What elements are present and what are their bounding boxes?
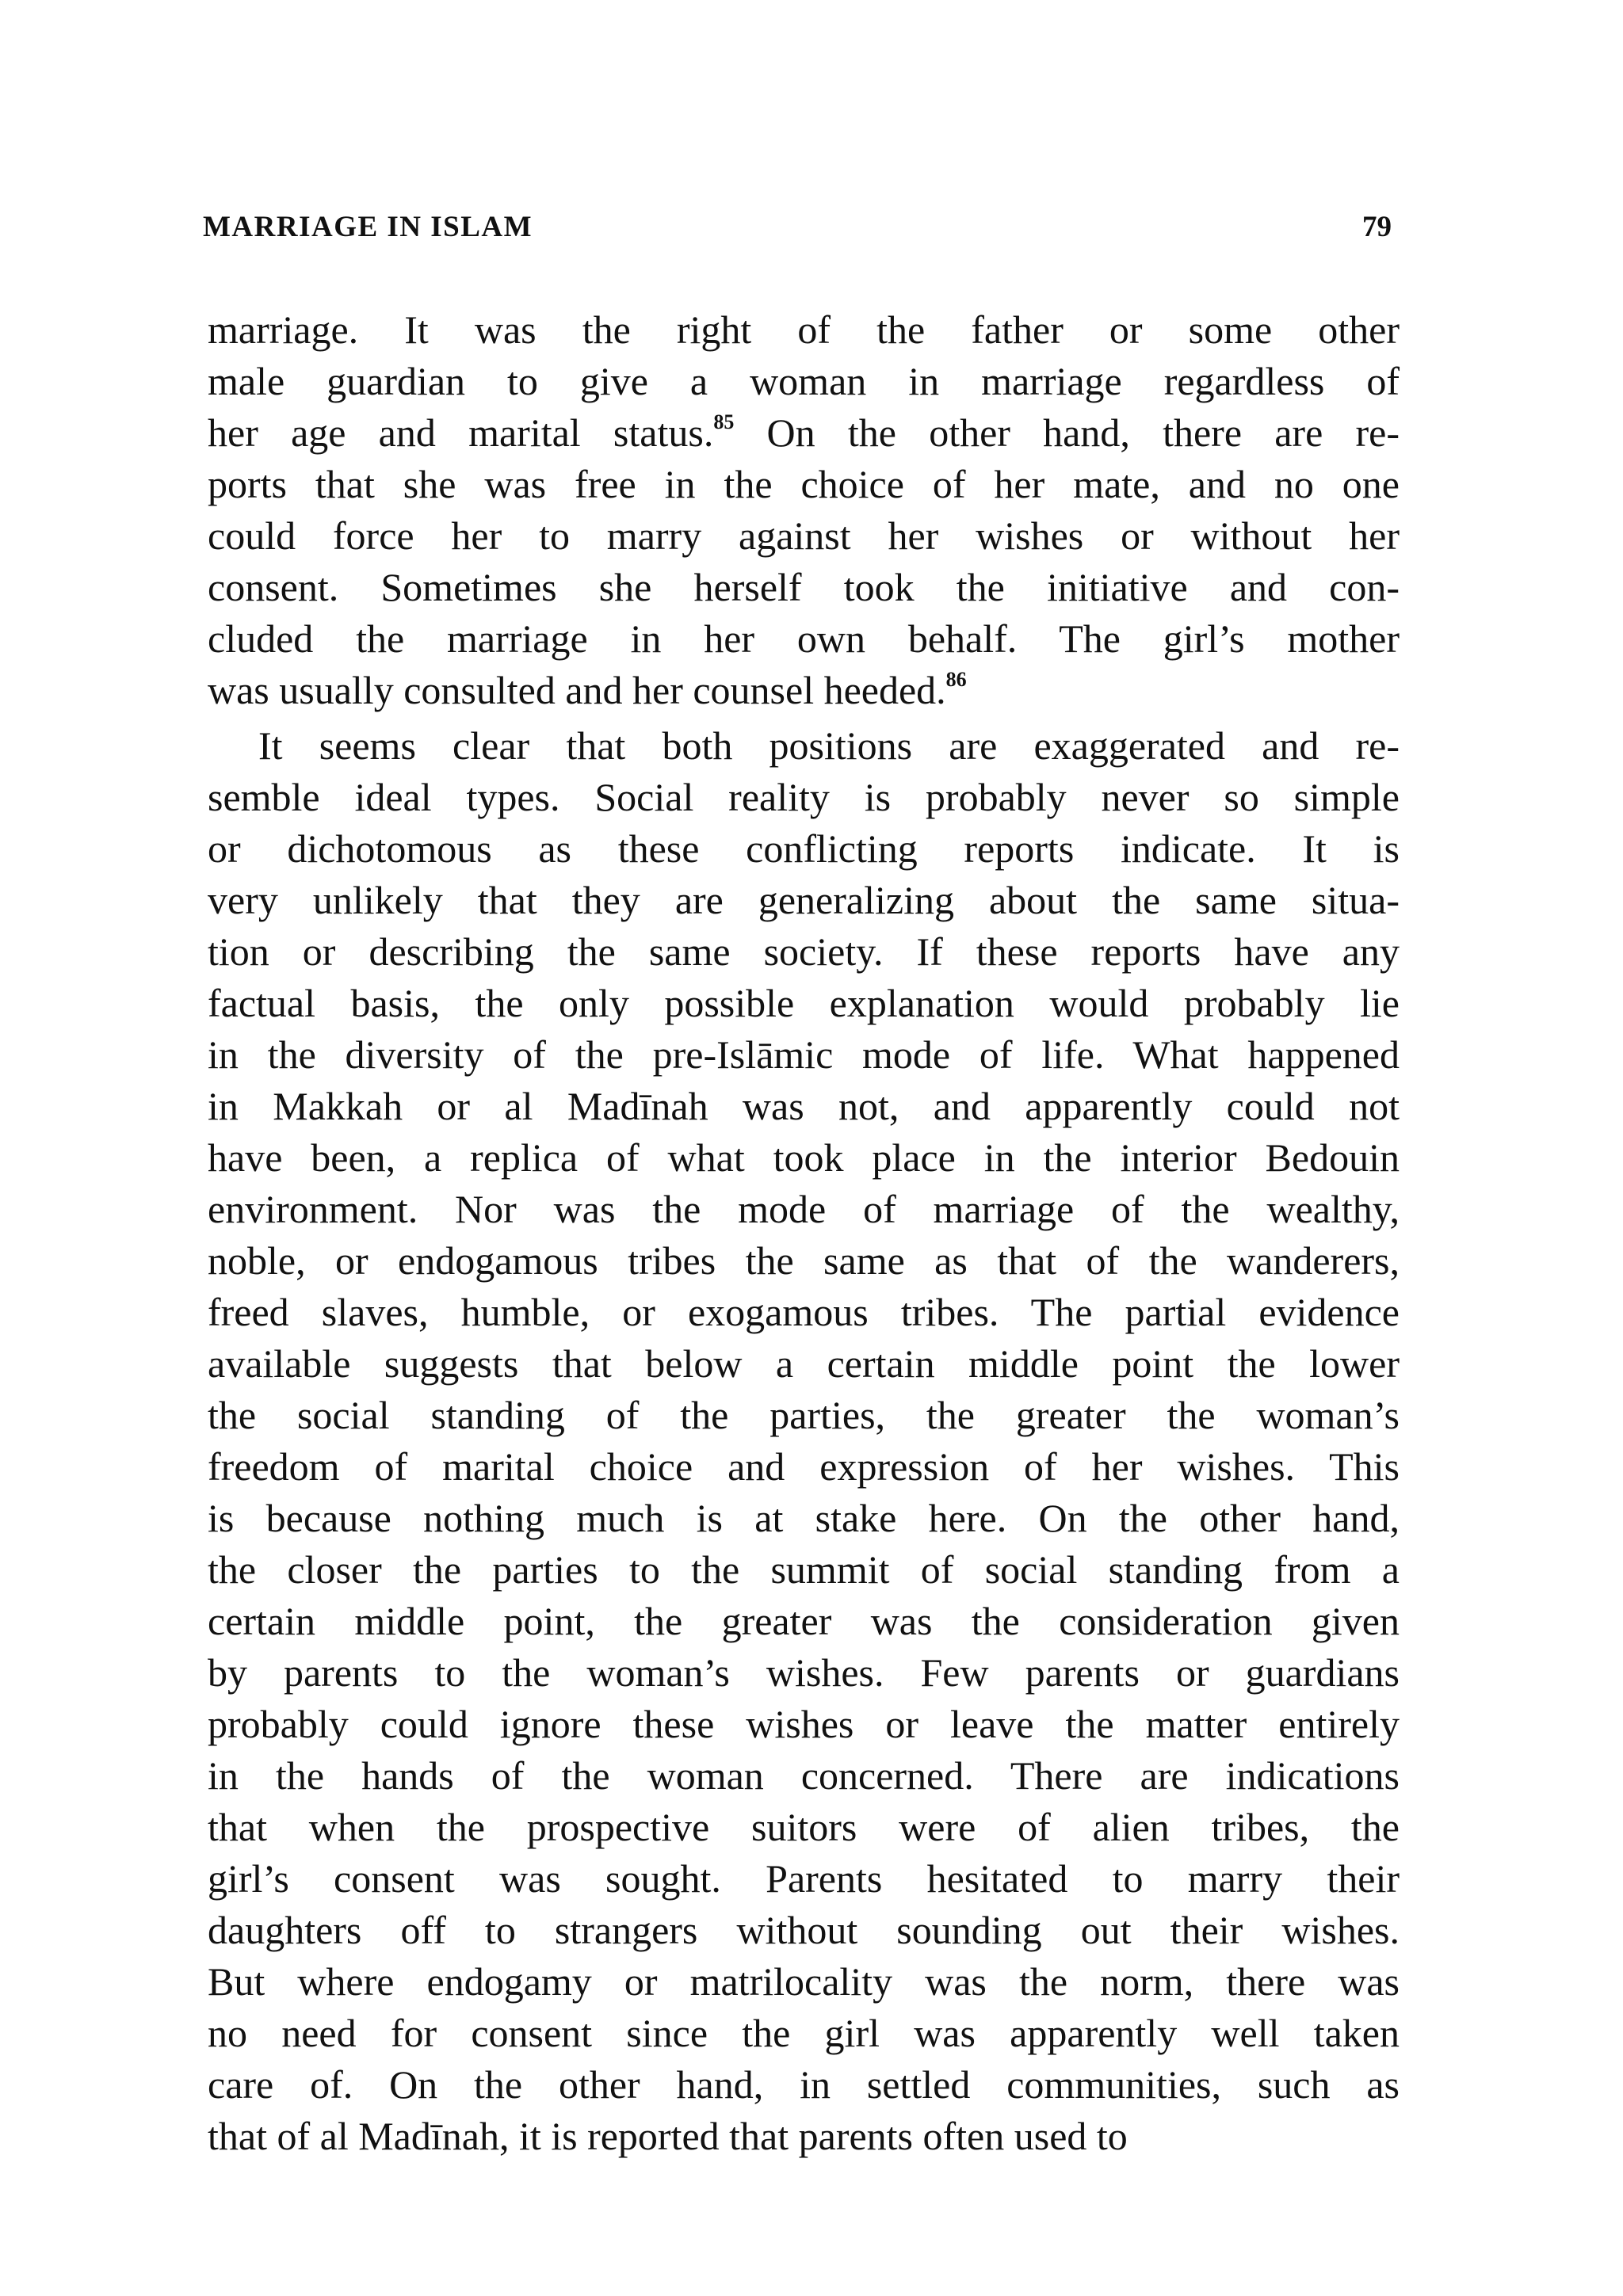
text-line	[208, 1235, 1400, 1287]
text-line	[208, 926, 1400, 978]
text-line	[208, 1905, 1400, 1956]
text-line	[208, 510, 1400, 562]
line-text: tion or describing the same society. If these reports have any	[208, 929, 1400, 974]
line-text: no need for consent since the girl was apparently well taken	[208, 2011, 1400, 2055]
text-line	[208, 2111, 1400, 2162]
line-text: environment. Nor was the mode of marriage of the wealthy,	[208, 1187, 1400, 1231]
line-text: that when the prospective suitors were of alien tribes, the	[208, 1805, 1400, 1849]
line-text: her age and marital status.	[208, 410, 714, 455]
line-text: very unlikely that they are generalizing about the same situa-	[208, 878, 1400, 922]
line-text: available suggests that below a certain middle point the lower	[208, 1341, 1400, 1386]
text-line	[208, 407, 1400, 459]
paragraph	[208, 720, 1400, 2162]
line-text: freedom of marital choice and expression of her wishes. This	[208, 1444, 1400, 1489]
text-line	[208, 1596, 1400, 1647]
line-text: the social standing of the parties, the greater the woman’s	[208, 1393, 1400, 1437]
line-text: or dichotomous as these conflicting reports indicate. It is	[208, 826, 1400, 871]
text-line	[208, 1184, 1400, 1235]
text-line	[208, 1493, 1400, 1544]
running-title: MARRIAGE IN ISLAM	[203, 211, 533, 243]
line-text: have been, a replica of what took place in the interior Bedouin	[208, 1135, 1400, 1180]
text-line	[208, 875, 1400, 926]
line-text: that of al Madīnah, it is reported that parents often used to	[208, 2114, 1128, 2158]
text-line	[208, 978, 1400, 1029]
line-text: certain middle point, the greater was the consideration given	[208, 1599, 1400, 1643]
text-line	[208, 356, 1400, 407]
line-text: in the hands of the woman concerned. There are indications	[208, 1753, 1400, 1798]
line-text: But where endogamy or matrilocality was the norm, there was	[208, 1959, 1400, 2004]
line-text: freed slaves, humble, or exogamous tribes. The partial evidence	[208, 1290, 1400, 1334]
page-number: 79	[1362, 211, 1392, 243]
line-text: care of. On the other hand, in settled communities, such as	[208, 2062, 1400, 2107]
line-text: marriage. It was the right of the father or some other	[208, 307, 1400, 352]
running-head	[203, 208, 1392, 247]
line-text: probably could ignore these wishes or leave the matter entirely	[208, 1702, 1400, 1746]
text-line	[208, 772, 1400, 823]
line-text: in Makkah or al Madīnah was not, and apparently could not	[208, 1084, 1400, 1128]
line-text: in the diversity of the pre-Islāmic mode of life. What happened	[208, 1032, 1400, 1077]
line-text: male guardian to give a woman in marriage regardless of	[208, 359, 1400, 403]
line-text: It seems clear that both positions are exaggerated and re-	[258, 723, 1400, 768]
text-line	[208, 304, 1400, 356]
line-text: girl’s consent was sought. Parents hesitated to marry their	[208, 1856, 1400, 1901]
line-text: semble ideal types. Social reality is probably never so simple	[208, 775, 1400, 819]
line-text-continued: On the other hand, there are re-	[734, 410, 1400, 455]
text-line	[208, 1699, 1400, 1750]
text-line	[208, 823, 1400, 875]
line-text: by parents to the woman’s wishes. Few parents or guardians	[208, 1650, 1400, 1695]
line-text: was usually consulted and her counsel heeded.	[208, 668, 946, 712]
text-line	[208, 1544, 1400, 1596]
body-text	[208, 304, 1400, 2162]
text-line	[208, 562, 1400, 613]
text-line	[208, 1287, 1400, 1338]
text-line	[208, 459, 1400, 510]
text-line	[208, 1647, 1400, 1699]
line-text: factual basis, the only possible explanation would probably lie	[208, 981, 1400, 1025]
text-line	[208, 1081, 1400, 1132]
text-line	[208, 1338, 1400, 1390]
line-text: is because nothing much is at stake here. On the other hand,	[208, 1496, 1400, 1540]
text-line	[208, 1029, 1400, 1081]
text-line	[208, 1441, 1400, 1493]
text-line	[208, 1132, 1400, 1184]
text-line	[208, 2008, 1400, 2059]
text-line	[208, 2059, 1400, 2111]
text-line	[208, 1853, 1400, 1905]
line-text: noble, or endogamous tribes the same as that of the wanderers,	[208, 1238, 1400, 1283]
text-line	[208, 720, 1400, 772]
line-text: the closer the parties to the summit of social standing from a	[208, 1547, 1400, 1592]
text-line	[208, 665, 1400, 716]
text-line	[208, 613, 1400, 665]
text-line	[208, 1750, 1400, 1802]
line-text: daughters off to strangers without sounding out their wishes.	[208, 1908, 1400, 1952]
footnote-marker[interactable]: 85	[713, 410, 735, 433]
footnote-marker[interactable]: 86	[945, 668, 967, 691]
text-line	[208, 1802, 1400, 1853]
line-text: cluded the marriage in her own behalf. The girl’s mother	[208, 616, 1400, 661]
line-text: consent. Sometimes she herself took the initiative and con-	[208, 565, 1400, 609]
line-text: ports that she was free in the choice of her mate, and no one	[208, 462, 1400, 506]
text-line	[208, 1956, 1400, 2008]
paragraph	[208, 304, 1400, 716]
line-text: could force her to marry against her wishes or without her	[208, 513, 1400, 558]
text-line	[208, 1390, 1400, 1441]
